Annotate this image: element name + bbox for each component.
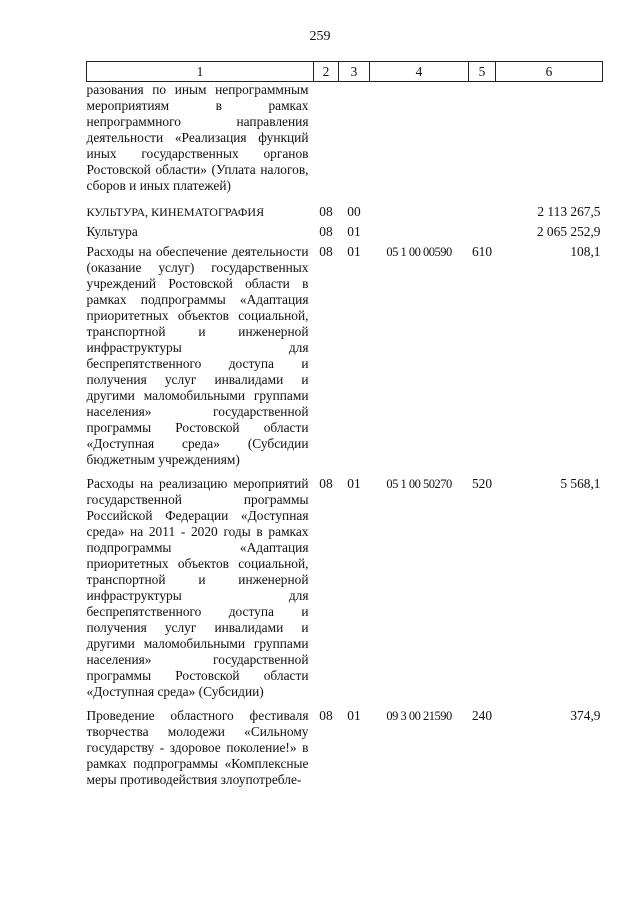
- row-target-article: [370, 82, 469, 195]
- table-body: [87, 82, 603, 789]
- row-target-article: 09 3 00 21590: [386, 709, 452, 723]
- row-section: 08: [319, 476, 333, 491]
- table-row: [87, 240, 603, 468]
- table-row: [87, 468, 603, 700]
- row-amount: 5 568,1: [560, 476, 601, 491]
- row-expense-type: [469, 82, 496, 195]
- header-col-5: 5: [469, 62, 496, 82]
- row-name: Проведение областного фестиваля творчества молодежи «Сильному государству - здоровое поколение!» в рамках подпрограммы «Комплексные меры противодействия злоупотребле-: [86, 708, 309, 787]
- row-target-article: 05 1 00 50270: [386, 477, 452, 491]
- row-subsection: 01: [347, 708, 361, 723]
- row-section: 08: [319, 244, 333, 259]
- row-subsection: 01: [347, 224, 361, 239]
- budget-table: [86, 61, 603, 788]
- table-row: [87, 220, 603, 240]
- table-row: [87, 194, 603, 220]
- row-expense-type: [469, 220, 496, 240]
- header-col-4: 4: [370, 62, 469, 82]
- row-amount: [496, 82, 603, 195]
- row-amount: 108,1: [570, 244, 601, 259]
- header-col-6: 6: [496, 62, 603, 82]
- row-amount: 2 065 252,9: [536, 224, 601, 239]
- page-number: 259: [309, 29, 331, 44]
- row-amount: 2 113 267,5: [537, 204, 601, 219]
- row-expense-type: [469, 194, 496, 220]
- row-expense-type: 610: [471, 244, 493, 259]
- row-section: 08: [319, 224, 333, 239]
- row-target-article: [370, 220, 469, 240]
- row-target-article: 05 1 00 00590: [386, 245, 452, 259]
- header-col-1: 1: [87, 62, 314, 82]
- table-row: [87, 82, 603, 195]
- table-row: [87, 700, 603, 788]
- row-section: 08: [319, 708, 333, 723]
- row-subsection: [339, 82, 370, 195]
- row-amount: 374,9: [570, 708, 601, 723]
- row-name: Культура: [86, 224, 138, 239]
- row-subsection: 00: [347, 204, 361, 219]
- row-name: Расходы на реализацию мероприятий государственной программы Российской Федерации «Доступная среда» на 2011 - 2020 годы в рамках подпрограммы «Адаптация приоритетных объектов социальной, транспортной и инженерной инфраструктуры для беспрепятственного доступа и получения услуг инвалидами и другими маломобильными группами населения» государственной программы Ростовской области «Доступная среда» (Субсидии): [86, 476, 309, 699]
- row-name: КУЛЬТУРА, КИНЕМАТОГРАФИЯ: [86, 205, 265, 219]
- header-col-2: 2: [314, 62, 339, 82]
- row-subsection: 01: [347, 244, 361, 259]
- row-name: разования по иным непрограммным мероприятиям в рамках непрограммного направления деятельности «Реализация функций иных государственных органов Ростовской области» (Уплата налогов, сборов и иных платежей): [86, 82, 309, 193]
- header-col-3: 3: [339, 62, 370, 82]
- row-section: 08: [319, 204, 333, 219]
- row-expense-type: 520: [471, 476, 493, 491]
- row-name: Расходы на обеспечение деятельности (оказание услуг) государственных учреждений Ростовской области в рамках подпрограммы «Адаптация приоритетных объектов социальной, транспортной и инженерной инфраструктуры для беспрепятственного доступа и получения услуг инвалидами и другими маломобильными группами населения» государственной программы Ростовской области «Доступная среда» (Субсидии бюджетным учреждениям): [86, 244, 309, 467]
- row-subsection: 01: [347, 476, 361, 491]
- row-expense-type: 240: [471, 708, 493, 723]
- table-header-row: [87, 62, 603, 82]
- row-target-article: [370, 194, 469, 220]
- row-section: [314, 82, 339, 195]
